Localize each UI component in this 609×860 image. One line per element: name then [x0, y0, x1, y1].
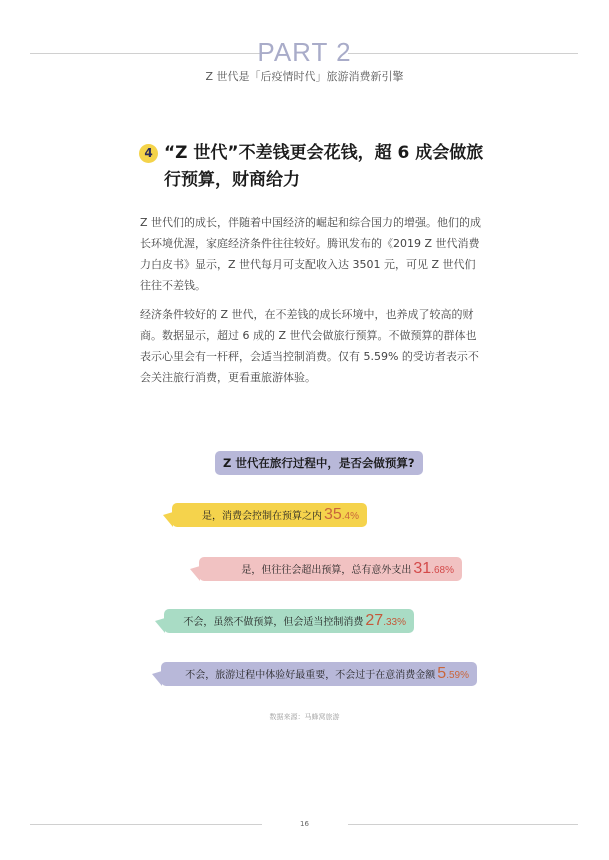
answer-label: 不会，旅游过程中体验好最重要，不会过于在意消费金额 [185, 670, 436, 681]
page-number: 16 [300, 820, 309, 828]
answer-percentage: 27.33% [365, 612, 406, 629]
chapter-subtitle: Z 世代是「后疫情时代」旅游消费新引擎 [205, 70, 404, 83]
answer-label: 是，但往往会超出预算，总有意外支出 [241, 565, 412, 576]
speech-tail-shape [155, 618, 165, 633]
answer-percentage: 31.68% [413, 560, 454, 577]
answer-label: 是，消费会控制在预算之内 [201, 511, 322, 522]
speech-tail-shape [163, 512, 173, 527]
survey-answer-3 [164, 609, 414, 633]
survey-question: Z 世代在旅行过程中，是否会做预算? [215, 451, 423, 475]
part-title: PART 2 [257, 37, 352, 67]
speech-tail-shape [152, 671, 162, 686]
section-number-badge: 4 [139, 144, 158, 163]
answer-percentage: 5.59% [437, 665, 469, 682]
survey-answer-4 [161, 662, 477, 686]
survey-answer-1 [172, 503, 367, 527]
body-paragraph: Z 世代们的成长，伴随着中国经济的崛起和综合国力的增强。他们的成长环境优渥，家庭经济条件往往较好。腾讯发布的《2019 Z 世代消费力白皮书》显示，Z 世代每月可支配收入达 3501 元，可见 Z 世代们往往不差钱。 [140, 216, 482, 292]
speech-tail-shape [190, 566, 200, 581]
answer-label: 不会，虽然不做预算，但会适当控制消费 [183, 617, 364, 628]
section-heading: “Z 世代”不差钱更会花钱，超 6 成会做旅行预算，财商给力 [164, 143, 484, 190]
body-paragraph: 经济条件较好的 Z 世代，在不差钱的成长环境中，也养成了较高的财商。数据显示，超过 6 成的 Z 世代会做旅行预算。不做预算的群体也表示心里会有一杆秤，会适当控制消费。仅有 5.59% 的受访者表示不会关注旅行消费，更看重旅游体验。 [140, 308, 479, 384]
data-source-note: 数据来源：马蜂窝旅游 [269, 713, 340, 721]
answer-percentage: 35.4% [323, 506, 359, 523]
survey-answer-2 [199, 557, 462, 581]
